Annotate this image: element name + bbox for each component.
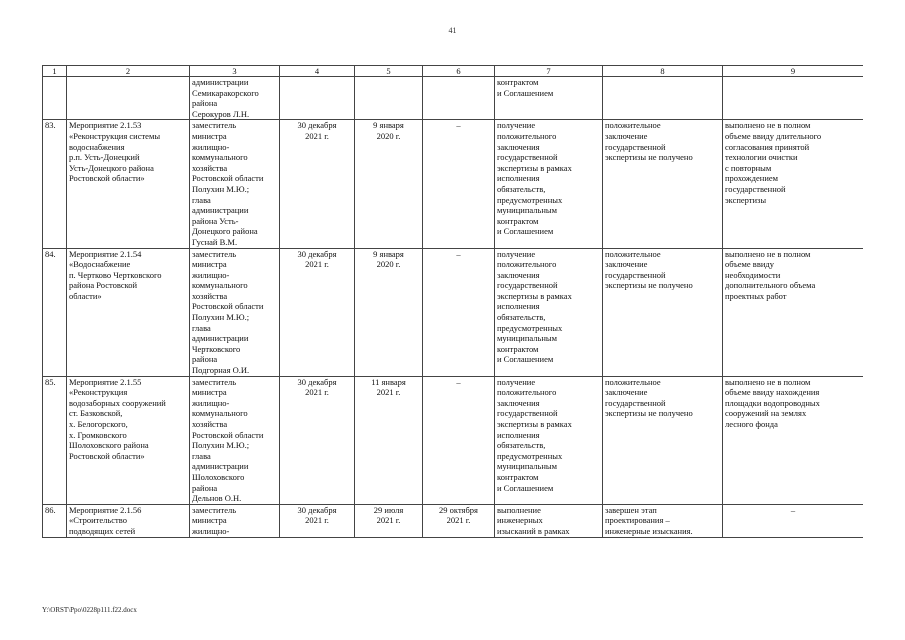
responsible-cell: заместитель министра жилищно- коммунального хозяйства Ростовской области Полухин М.Ю.; глава администрации Шолоховского района Дельнов О.Н. bbox=[190, 376, 280, 504]
actual-result-cell: завершен этап проектирования – инженерные изыскания. bbox=[603, 504, 723, 537]
actual-end-cell bbox=[423, 77, 495, 120]
row-number-cell bbox=[43, 77, 67, 120]
actual-start-cell: 9 января 2020 г. bbox=[355, 248, 423, 376]
planned-date-cell: 30 декабря 2021 г. bbox=[280, 376, 355, 504]
event-cell: Мероприятие 2.1.53 «Реконструкция системы водоснабжения р.п. Усть-Донецкий Усть-Донецкого района Ростовской области» bbox=[67, 120, 190, 248]
expected-result-cell: контрактом и Соглашением bbox=[495, 77, 603, 120]
column-header: 3 bbox=[190, 66, 280, 77]
event-cell: Мероприятие 2.1.55 «Реконструкция водозаборных сооружений ст. Базковской, х. Белогорского, х. Громковского Шолоховского района Ростовской области» bbox=[67, 376, 190, 504]
column-header: 1 bbox=[43, 66, 67, 77]
column-header: 4 bbox=[280, 66, 355, 77]
table-row bbox=[43, 120, 864, 248]
row-number-cell: 83. bbox=[43, 120, 67, 248]
actual-end-cell: 29 октября 2021 г. bbox=[423, 504, 495, 537]
planned-date-cell: 30 декабря 2021 г. bbox=[280, 504, 355, 537]
expected-result-cell: получение положительного заключения государственной экспертизы в рамках исполнения обязательств, предусмотренных муниципальным контрактом и Соглашением bbox=[495, 248, 603, 376]
page-number: 41 bbox=[448, 26, 457, 35]
column-header: 6 bbox=[423, 66, 495, 77]
problems-cell: выполнено не в полном объеме ввиду нахождения площадки водопроводных сооружений на землях лесного фонда bbox=[723, 376, 864, 504]
expected-result-cell: получение положительного заключения государственной экспертизы в рамках исполнения обязательств, предусмотренных муниципальным контрактом и Соглашением bbox=[495, 376, 603, 504]
event-cell: Мероприятие 2.1.54 «Водоснабжение п. Чертково Чертковского района Ростовской области» bbox=[67, 248, 190, 376]
event-cell: Мероприятие 2.1.56 «Строительство подводящих сетей bbox=[67, 504, 190, 537]
actual-end-cell: – bbox=[423, 248, 495, 376]
expected-result-cell: получение положительного заключения государственной экспертизы в рамках исполнения обязательств, предусмотренных муниципальным контрактом и Соглашением bbox=[495, 120, 603, 248]
column-header: 5 bbox=[355, 66, 423, 77]
column-header: 7 bbox=[495, 66, 603, 77]
column-header: 9 bbox=[723, 66, 864, 77]
table-row bbox=[43, 376, 864, 504]
actual-result-cell bbox=[603, 77, 723, 120]
report-table-wrapper bbox=[42, 65, 863, 608]
event-cell bbox=[67, 77, 190, 120]
report-table bbox=[42, 65, 863, 538]
actual-start-cell: 29 июля 2021 г. bbox=[355, 504, 423, 537]
actual-result-cell: положительное заключение государственной экспертизы не получено bbox=[603, 376, 723, 504]
column-header: 8 bbox=[603, 66, 723, 77]
actual-result-cell: положительное заключение государственной экспертизы не получено bbox=[603, 120, 723, 248]
footer-file-path: Y:\ORST\Ppo\0228p111.f22.docx bbox=[42, 606, 137, 614]
problems-cell: выполнено не в полном объеме ввиду необходимости дополнительного объема проектных работ bbox=[723, 248, 864, 376]
actual-start-cell bbox=[355, 77, 423, 120]
problems-cell bbox=[723, 77, 864, 120]
actual-start-cell: 9 января 2020 г. bbox=[355, 120, 423, 248]
responsible-cell: заместитель министра жилищно- bbox=[190, 504, 280, 537]
actual-end-cell: – bbox=[423, 376, 495, 504]
responsible-cell: администрации Семикаракорского района Серокуров Л.Н. bbox=[190, 77, 280, 120]
planned-date-cell: 30 декабря 2021 г. bbox=[280, 248, 355, 376]
column-header: 2 bbox=[67, 66, 190, 77]
row-number-cell: 84. bbox=[43, 248, 67, 376]
planned-date-cell: 30 декабря 2021 г. bbox=[280, 120, 355, 248]
row-number-cell: 85. bbox=[43, 376, 67, 504]
problems-cell: – bbox=[723, 504, 864, 537]
actual-result-cell: положительное заключение государственной экспертизы не получено bbox=[603, 248, 723, 376]
continuation-row bbox=[43, 77, 864, 120]
table-row bbox=[43, 248, 864, 376]
column-header-row bbox=[43, 66, 864, 77]
responsible-cell: заместитель министра жилищно- коммунального хозяйства Ростовской области Полухин М.Ю.; глава администрации Чертковского района Подгорная О.И. bbox=[190, 248, 280, 376]
expected-result-cell: выполнение инженерных изысканий в рамках bbox=[495, 504, 603, 537]
actual-end-cell: – bbox=[423, 120, 495, 248]
responsible-cell: заместитель министра жилищно- коммунального хозяйства Ростовской области Полухин М.Ю.; глава администрации района Усть- Донецкого района Гуснай В.М. bbox=[190, 120, 280, 248]
actual-start-cell: 11 января 2021 г. bbox=[355, 376, 423, 504]
planned-date-cell bbox=[280, 77, 355, 120]
table-row bbox=[43, 504, 864, 537]
problems-cell: выполнено не в полном объеме ввиду длительного согласования принятой технологии очистки с повторным прохождением государственной экспертизы bbox=[723, 120, 864, 248]
row-number-cell: 86. bbox=[43, 504, 67, 537]
